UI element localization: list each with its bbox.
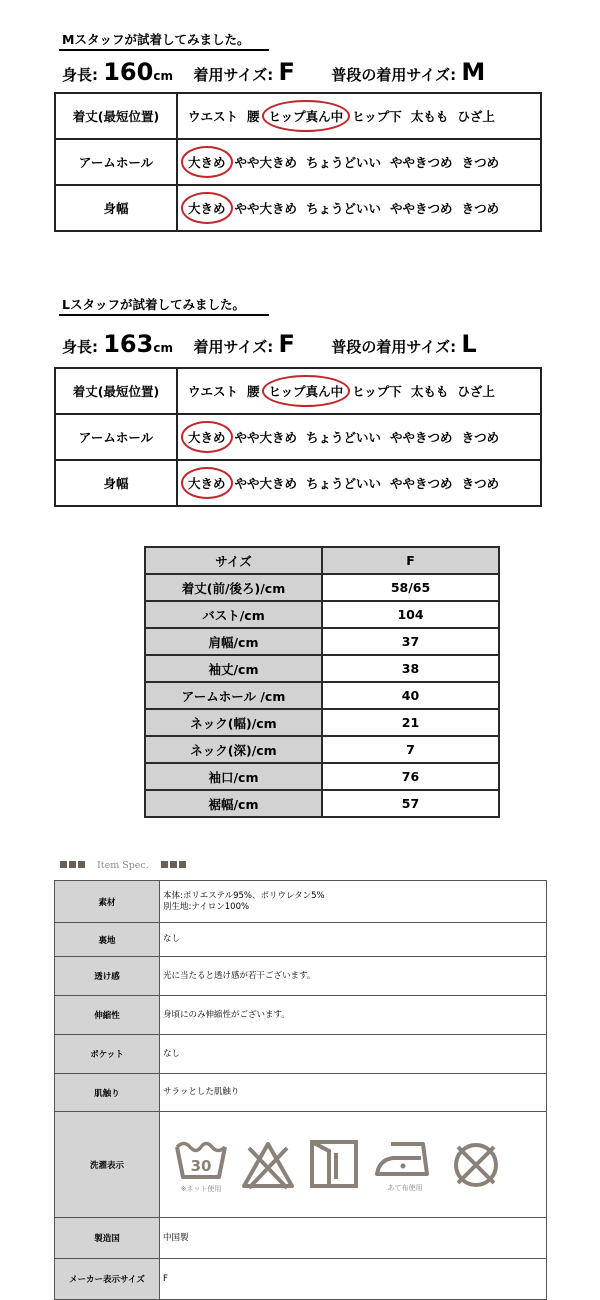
size-value: 58/65 — [322, 574, 499, 601]
fit-row-label: アームホール — [55, 139, 177, 185]
fit-option: ちょうどいい — [306, 155, 382, 170]
fit-option-selected: ヒップ真ん中 — [268, 384, 344, 399]
fit-option: 腰 — [247, 109, 260, 124]
height-value: 163 — [103, 330, 154, 358]
spec-value: 光に当たると透け感が若干ございます。 — [160, 957, 547, 996]
usual-size-label: 普段の着用サイズ: — [331, 66, 457, 84]
stats-m — [62, 58, 485, 86]
wear-size: F — [278, 330, 295, 358]
spec-value: サラッとした肌触り — [160, 1074, 547, 1112]
fit-option: ややきつめ — [390, 201, 453, 216]
size-key: 裾幅/cm — [145, 790, 322, 817]
fitting-title-l: Lスタッフが試着してみました。 — [62, 295, 245, 313]
fit-option: やや大きめ — [234, 476, 298, 491]
size-table — [144, 546, 500, 818]
iron-icon — [373, 1136, 437, 1194]
spec-key: 透け感 — [55, 957, 160, 996]
usual-size: M — [461, 58, 486, 86]
stats-l — [62, 330, 477, 358]
spec-value: 身頃にのみ伸縮性がございます。 — [160, 996, 547, 1035]
fit-option-selected: ヒップ真ん中 — [268, 109, 344, 124]
spec-value: F — [160, 1259, 547, 1300]
fit-option: ヒップ下 — [352, 109, 402, 124]
wear-size: F — [278, 58, 295, 86]
fit-option: ちょうどいい — [306, 430, 382, 445]
fit-option: ややきつめ — [390, 476, 453, 491]
fit-option: やや大きめ — [234, 201, 298, 216]
fit-option: ウエスト — [188, 384, 239, 399]
fit-row-options — [177, 93, 541, 139]
svg-text:あて布使用: あて布使用 — [387, 1183, 423, 1192]
wash-tub-icon — [175, 1135, 227, 1195]
fit-option: ひざ上 — [457, 109, 495, 124]
size-header-value: F — [322, 547, 499, 574]
size-value: 38 — [322, 655, 499, 682]
fit-option-selected: 大きめ — [188, 430, 226, 445]
fit-row-label: 着丈(最短位置) — [55, 368, 177, 414]
size-value: 37 — [322, 628, 499, 655]
height-unit: cm — [153, 341, 173, 355]
fit-option: きつめ — [461, 155, 500, 170]
fitting-table-m — [54, 92, 542, 232]
fit-option-selected: 大きめ — [188, 155, 226, 170]
fit-option: ひざ上 — [457, 384, 495, 399]
square-bullets-icon — [60, 860, 87, 871]
height-unit: cm — [153, 69, 173, 83]
fit-row-options — [177, 368, 541, 414]
size-key: 着丈(前/後ろ)/cm — [145, 574, 322, 601]
fit-row-options — [177, 185, 541, 231]
size-value: 104 — [322, 601, 499, 628]
size-key: 袖丈/cm — [145, 655, 322, 682]
svg-text:30: 30 — [190, 1156, 212, 1175]
fitting-title-m: Mスタッフが試着してみました。 — [62, 30, 249, 48]
size-value: 40 — [322, 682, 499, 709]
spec-value: 中国製 — [160, 1218, 547, 1259]
fit-option: ちょうどいい — [306, 476, 382, 491]
svg-text:※ネット使用: ※ネット使用 — [180, 1184, 222, 1193]
spec-table — [54, 880, 547, 1300]
fit-option: きつめ — [461, 201, 500, 216]
no-tumble-dry-icon — [451, 1140, 501, 1190]
fit-option: やや大きめ — [234, 155, 298, 170]
fit-row-options — [177, 139, 541, 185]
spec-key: 洗濯表示 — [55, 1112, 160, 1218]
wear-size-label: 着用サイズ: — [193, 66, 274, 84]
spec-key: 裏地 — [55, 923, 160, 957]
size-value: 7 — [322, 736, 499, 763]
fit-option: ややきつめ — [390, 155, 453, 170]
size-key: アームホール /cm — [145, 682, 322, 709]
spec-key: 素材 — [55, 881, 160, 923]
spec-value: 本体:ポリエステル95%、ポリウレタン5% 別生地:ナイロン100% — [160, 881, 547, 923]
line-dry-shade-icon — [309, 1139, 359, 1191]
spec-value: なし — [160, 1035, 547, 1074]
fit-option: 腰 — [247, 384, 260, 399]
size-key: ネック(幅)/cm — [145, 709, 322, 736]
no-bleach-icon — [241, 1140, 295, 1190]
usual-size: L — [461, 330, 477, 358]
size-value: 57 — [322, 790, 499, 817]
size-key: ネック(深)/cm — [145, 736, 322, 763]
fit-row-options — [177, 460, 541, 506]
fit-row-label: アームホール — [55, 414, 177, 460]
spec-heading: Item Spec. — [60, 860, 188, 871]
fit-option: 太もも — [410, 384, 449, 399]
fit-option: ウエスト — [188, 109, 239, 124]
fit-option-selected: 大きめ — [188, 201, 226, 216]
fit-row-label: 身幅 — [55, 185, 177, 231]
fit-option: きつめ — [461, 430, 500, 445]
fit-option: ややきつめ — [390, 430, 453, 445]
height-value: 160 — [103, 58, 154, 86]
height-label: 身長: — [62, 66, 98, 84]
size-key: 袖口/cm — [145, 763, 322, 790]
spec-key: 肌触り — [55, 1074, 160, 1112]
spec-key: 伸縮性 — [55, 996, 160, 1035]
fit-option: きつめ — [461, 476, 500, 491]
height-label: 身長: — [62, 338, 98, 356]
usual-size-label: 普段の着用サイズ: — [331, 338, 457, 356]
fit-option-selected: 大きめ — [188, 476, 226, 491]
size-header-key: サイズ — [145, 547, 322, 574]
fit-option: 太もも — [410, 109, 449, 124]
fit-option: ヒップ下 — [352, 384, 402, 399]
fit-row-options — [177, 414, 541, 460]
fitting-table-l — [54, 367, 542, 507]
spec-key: ポケット — [55, 1035, 160, 1074]
size-value: 21 — [322, 709, 499, 736]
size-value: 76 — [322, 763, 499, 790]
fit-option: やや大きめ — [234, 430, 298, 445]
size-key: 肩幅/cm — [145, 628, 322, 655]
wear-size-label: 着用サイズ: — [193, 338, 274, 356]
fit-row-label: 着丈(最短位置) — [55, 93, 177, 139]
square-bullets-icon — [161, 860, 188, 871]
spec-key: 製造国 — [55, 1218, 160, 1259]
spec-key: メーカー表示サイズ — [55, 1259, 160, 1300]
size-key: バスト/cm — [145, 601, 322, 628]
fit-option: ちょうどいい — [306, 201, 382, 216]
fit-row-label: 身幅 — [55, 460, 177, 506]
spec-value: なし — [160, 923, 547, 957]
care-label-cell — [160, 1112, 547, 1218]
